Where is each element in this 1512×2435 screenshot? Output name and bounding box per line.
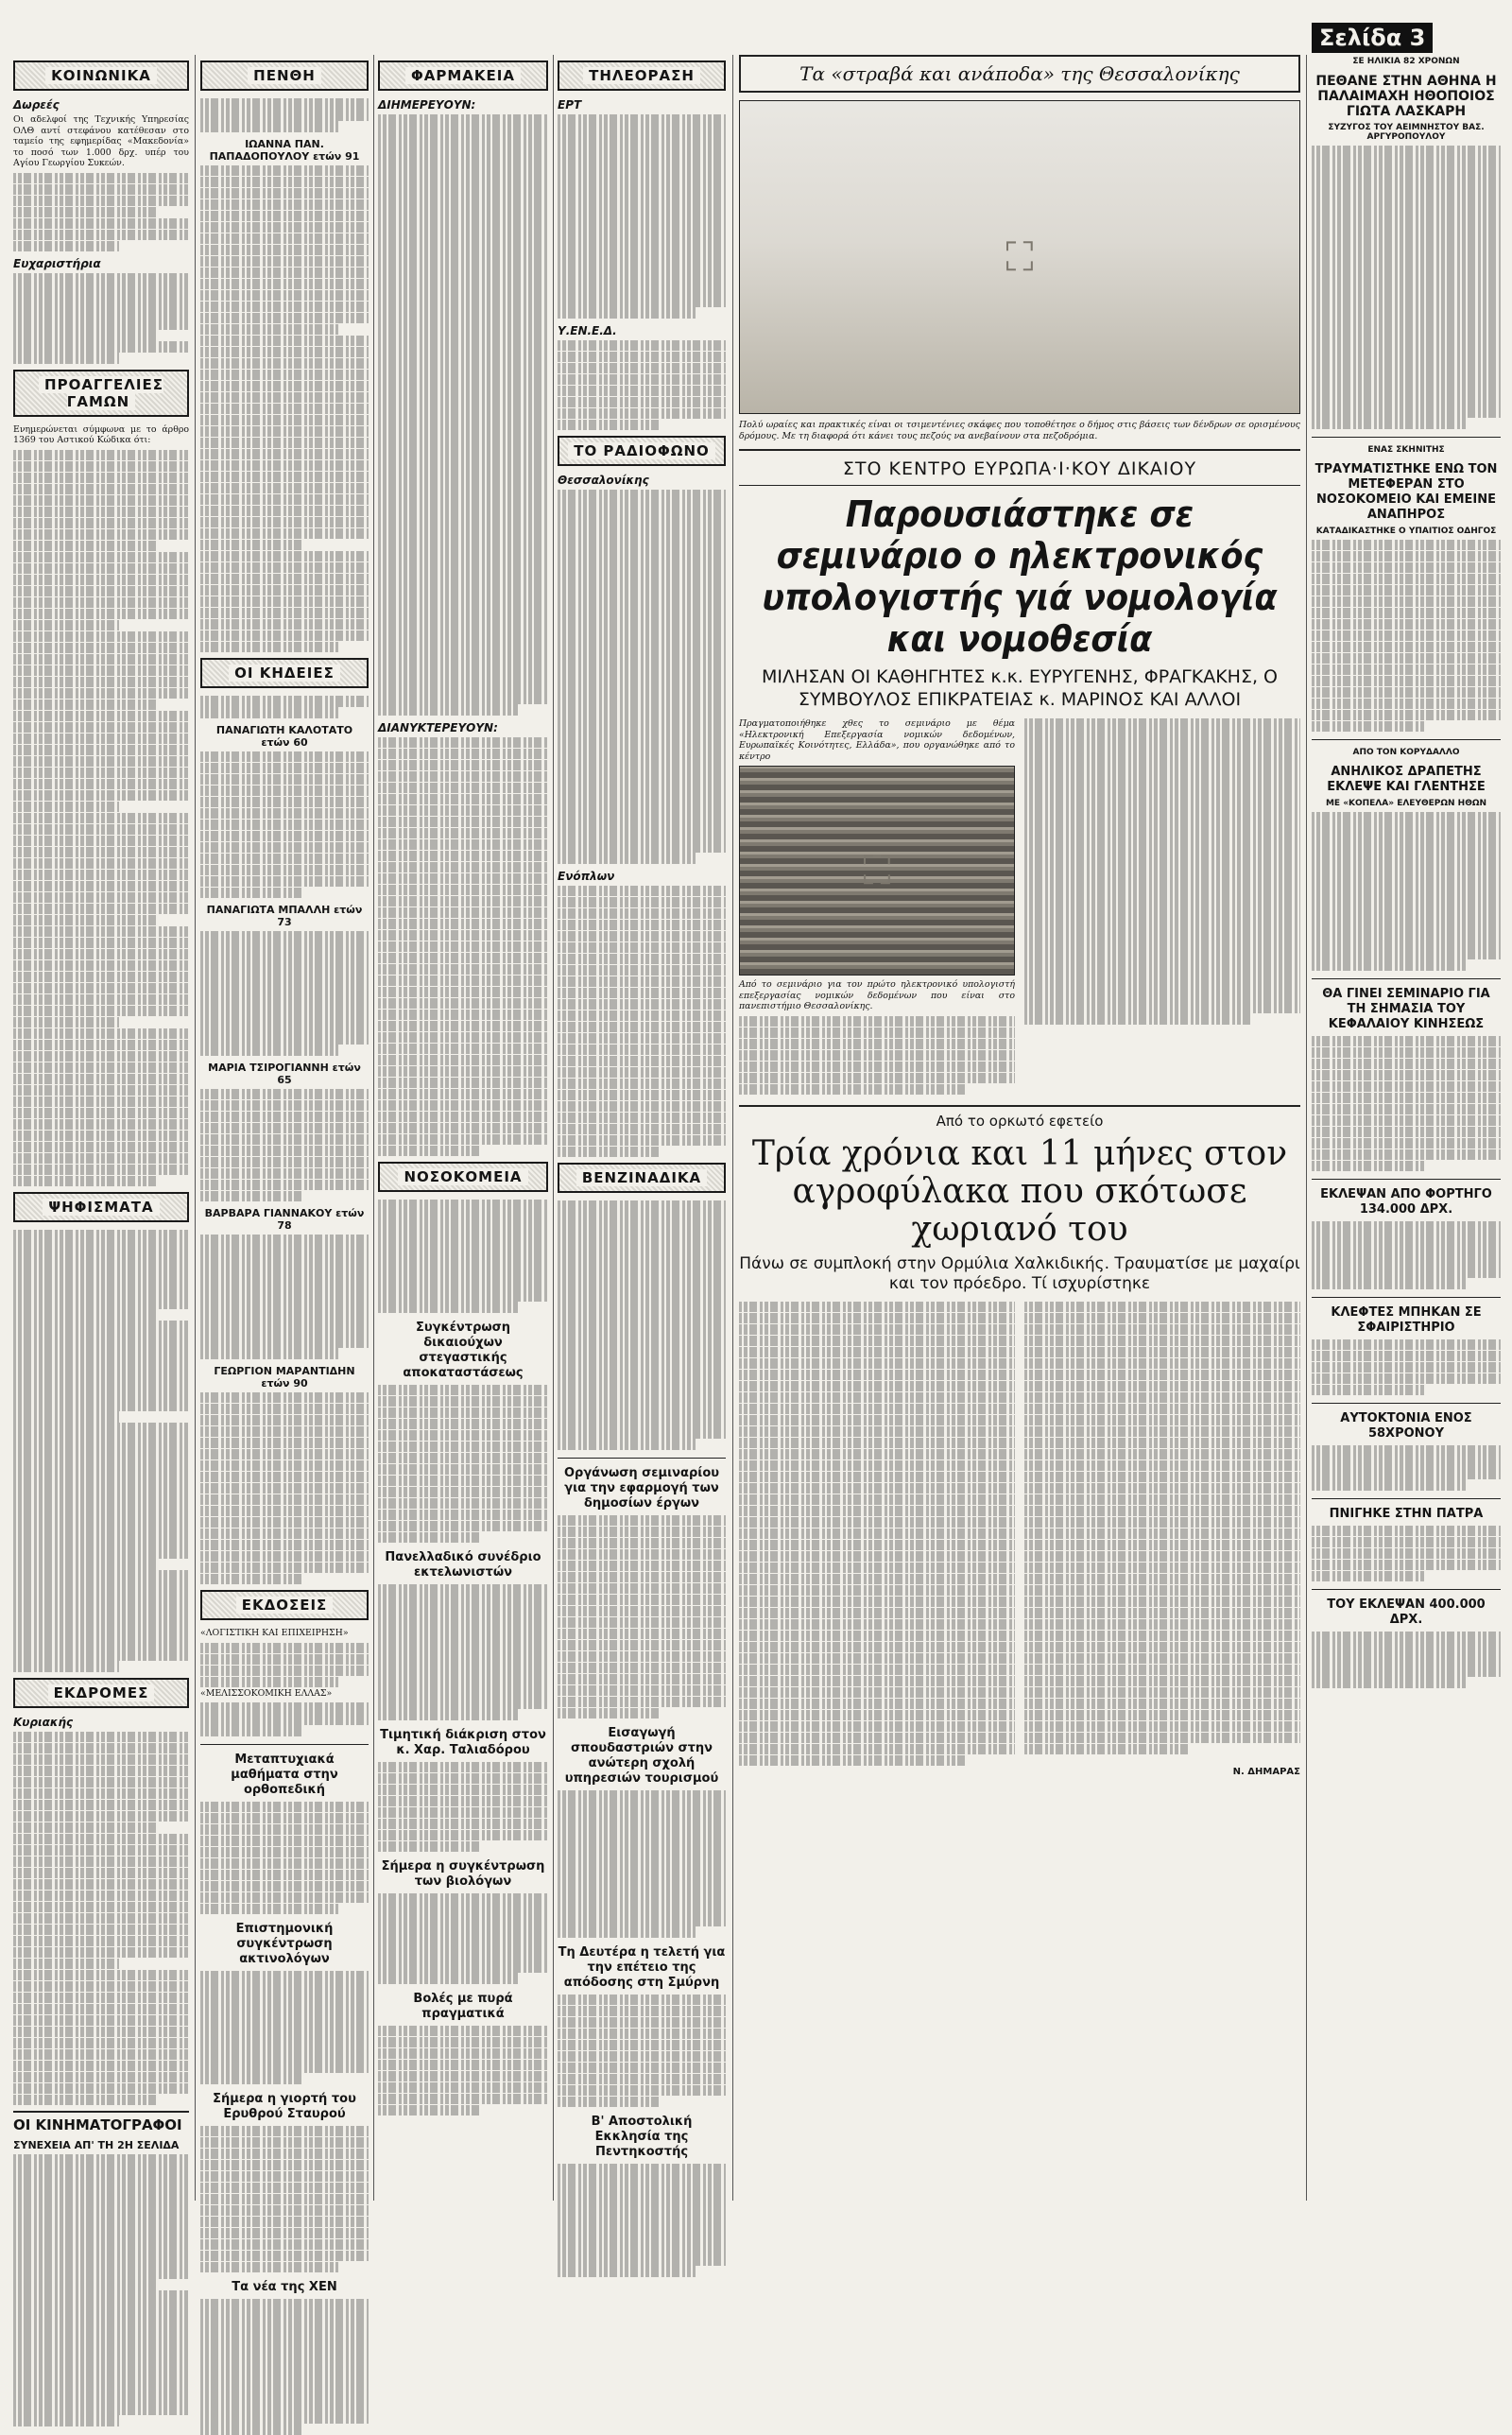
photo-icon: ⛶ <box>863 847 891 893</box>
section-header-psifismata: ΨΗΦΙΣΜΑΤΑ <box>13 1192 189 1222</box>
article-head: Σήμερα η συγκέντρωση των βιολόγων <box>381 1859 545 1889</box>
story2-headline: Τρία χρόνια και 11 μήνες στον αγροφύλακα που σκότωσε χωριανό του <box>751 1133 1288 1249</box>
brief-headline: ΑΝΗΛΙΚΟΣ ΔΡΑΠΕΤΗΣ ΕΚΛΕΨΕ ΚΑΙ ΓΛΕΝΤΗΣΕ <box>1327 765 1486 794</box>
article-head: Πανελλαδικό συνέδριο εκτελωνιστών <box>385 1550 541 1580</box>
column-broadcast <box>558 55 726 2201</box>
story-lead: Πραγματοποιήθηκε χθες το σεμινάριο με θέμα «Ηλεκτρονική Επεξεργασία νομικών δεδομένων, Ευρωπαϊκές Κοινότητες, Ελλάδα», που οργανώθηκε από το κέντρο <box>739 718 1015 762</box>
page-number: Σελίδα 3 <box>1312 23 1433 53</box>
brief-headline: ΠΝΙΓΗΚΕ ΣΤΗΝ ΠΑΤΡΑ <box>1329 1506 1484 1521</box>
story2-deck: Πάνω σε συμπλοκή στην Ορμύλια Χαλκιδικής. Τραυματίσε με μαχαίρι και τον πρόεδρο. Τί ισχυρίστηκε <box>739 1253 1300 1293</box>
article-head: Μεταπτυχιακά μαθήματα στην ορθοπεδική <box>231 1752 338 1797</box>
funeral-name: ΜΑΡΙΑ ΤΣΙΡΟΓΙΑΝΝΗ ετών 65 <box>208 1061 361 1086</box>
section-header-farmakeia: ΦΑΡΜΑΚΕΙΑ <box>378 60 548 91</box>
section-header-radiofono: ΤΟ ΡΑΔΙΟΦΩΝΟ <box>558 436 726 466</box>
column-news-briefs <box>1312 23 1501 2206</box>
article-head: Συγκέντρωση δικαιούχων στεγαστικής αποκαταστάσεως <box>403 1320 524 1380</box>
section-header-tileorasi: ΤΗΛΕΟΡΑΣΗ <box>558 60 726 91</box>
funeral-name: ΒΑΡΒΑΡΑ ΓΙΑΝΝΑΚΟΥ ετών 78 <box>204 1207 365 1232</box>
article-head: Β' Αποστολική Εκκλησία της Πεντηκοστής <box>591 2115 693 2159</box>
story2-byline: Ν. ΔΗΜΑΡΑΣ <box>1232 1766 1300 1777</box>
subhead-dianyktereyoun: ΔΙΑΝΥΚΤΕΡΕΥΟΥΝ: <box>378 720 498 734</box>
seminar-caption: Από το σεμινάριο για τον πρώτο ηλεκτρονικό υπολογιστή επεξεργασίας νομικών δεδομένων που είναι στο πανεπιστήμιο Θεσσαλονίκης. <box>739 979 1015 1011</box>
doreies-text: Οι αδελφοί της Τεχνικής Υπηρεσίας ΟΛΘ αντί στεφάνου κατέθεσαν στο ταμείο της εφημερίδας «Μακεδονία» το ποσό των 1.000 δρχ. υπέρ του Αγίου Γεωργίου Συκεών. <box>13 114 189 168</box>
subhead-efxaristiria: Ευχαριστήρια <box>13 257 101 270</box>
main-stories <box>739 55 1300 2201</box>
subhead-enoplon: Ενόπλων <box>558 869 615 883</box>
column-rule <box>732 55 733 2201</box>
column-rule <box>195 55 196 2201</box>
section-header-kinimatografoi: ΟΙ ΚΙΝΗΜΑΤΟΓΡΑΦΟΙ <box>13 2111 189 2133</box>
brief-headline: ΠΕΘΑΝΕ ΣΤΗΝ ΑΘΗΝΑ Η ΠΑΛΑΙΜΑΧΗ ΗΘΟΠΟΙΟΣ ΓΙΩΤΑ ΛΑΣΚΑΡΗ <box>1315 74 1497 119</box>
ekdoseis-item: «ΜΕΛΙΣΣΟΚΟΜΙΚΗ ΕΛΛΑΣ» <box>200 1687 333 1699</box>
section-header-ekdromes: ΕΚΔΡΟΜΕΣ <box>13 1678 189 1708</box>
article-head: Βολές με πυρά πραγματικά <box>413 1991 513 2021</box>
photo-caption: Πολύ ωραίες και πρακτικές είναι οι τσιμεντένιες σκάφες που τοποθέτησε ο δήμος στις βάσεις των δένδρων σε ορισμένους δρόμους. Με τη διαφορά ότι κάνει τους πεζούς να ανεβαίνουν στα πεζοδρόμια. <box>739 420 1300 441</box>
subhead-ert: ΕΡΤ <box>558 98 582 112</box>
subhead-yened: Υ.ΕΝ.Ε.Δ. <box>558 323 617 337</box>
column-obituaries <box>200 55 369 2294</box>
brief-headline: ΘΑ ΓΙΝΕΙ ΣΕΜΙΝΑΡΙΟ ΓΙΑ ΤΗ ΣΗΜΑΣΙΑ ΤΟΥ ΚΕΦΑΛΑΙΟΥ ΚΙΝΗΣΕΩΣ <box>1322 986 1490 1031</box>
street-photo <box>739 100 1300 414</box>
kinimatografoi-sub: ΣΥΝΕΧΕΙΑ ΑΠ' ΤΗ 2Η ΣΕΛΙΔΑ <box>13 2139 180 2151</box>
article-head: Τιμητική διάκριση στον κ. Χαρ. Ταλιαδόρου <box>380 1727 546 1757</box>
brief-subhead: ΚΑΤΑΔΙΚΑΣΤΗΚΕ Ο ΥΠΑΙΤΙΟΣ ΟΔΗΓΟΣ <box>1315 526 1497 536</box>
ekdoseis-item: «ΛΟΓΙΣΤΙΚΗ ΚΑΙ ΕΠΙΧΕΙΡΗΣΗ» <box>200 1628 349 1638</box>
brief-headline: ΑΥΤΟΚΤΟΝΙΑ ΕΝΟΣ 58ΧΡΟΝΟΥ <box>1340 1411 1472 1441</box>
brief-label: ΕΝΑΣ ΣΚΗΝΙΤΗΣ <box>1367 444 1445 455</box>
article-head: Σήμερα η γιορτή του Ερυθρού Σταυρού <box>213 2091 356 2121</box>
column-rule <box>553 55 554 2201</box>
section-header-kideies: ΟΙ ΚΗΔΕΙΕΣ <box>200 658 369 688</box>
section-header-penthi: ΠΕΝΘΗ <box>200 60 369 91</box>
brief-headline: ΤΡΑΥΜΑΤΙΣΤΗΚΕ ΕΝΩ ΤΟΝ ΜΕΤΕΦΕΡΑΝ ΣΤΟ ΝΟΣΟΚΟΜΕΙΟ ΚΑΙ ΕΜΕΙΝΕ ΑΝΑΠΗΡΟΣ <box>1314 461 1498 522</box>
brief-headline: ΕΚΛΕΨΑΝ ΑΠΟ ΦΟΡΤΗΓΟ 134.000 ΔΡΧ. <box>1320 1187 1492 1217</box>
brief-headline: ΤΟΥ ΕΚΛΕΨΑΝ 400.000 ΔΡΧ. <box>1327 1597 1486 1627</box>
section-header-koinonika: ΚΟΙΝΩΝΙΚΑ <box>13 60 189 91</box>
article-head: Εισαγωγή σπουδαστριών στην ανώτερη σχολή υπηρεσιών τουρισμού <box>564 1726 719 1786</box>
column-social <box>13 55 189 2201</box>
story-deck: ΜΙΛΗΣΑΝ ΟΙ ΚΑΘΗΓΗΤΕΣ κ.κ. ΕΥΡΥΓΕΝΗΣ, ΦΡΑΓΚΑΚΗΣ, Ο ΣΥΜΒΟΥΛΟΣ ΕΠΙΚΡΑΤΕΙΑΣ κ. ΜΑΡΙΝΟΣ ΚΑΙ ΑΛΛΟΙ <box>762 666 1278 710</box>
section-header-venzinadika: ΒΕΝΖΙΝΑΔΙΚΑ <box>558 1163 726 1193</box>
section-header-ekdoseis: ΕΚΔΟΣΕΙΣ <box>200 1590 369 1620</box>
brief-subhead: ΣΥΖΥΓΟΣ ΤΟΥ ΑΕΙΜΝΗΣΤΟΥ ΒΑΣ. ΑΡΓΥΡΟΠΟΥΛΟΥ <box>1328 123 1485 142</box>
seminar-photo <box>739 766 1015 976</box>
column-rule <box>1306 55 1307 2201</box>
subhead-dimerevoun: ΔΙΗΜΕΡΕΥΟΥΝ: <box>378 98 476 112</box>
age-note: ΣΕ ΗΛΙΚΙΑ 82 ΧΡΟΝΩΝ <box>1352 57 1460 66</box>
story-headline: Παρουσιάστηκε σε σεμινάριο ο ηλεκτρονικός υπολογιστής γιά νομολογία και νομοθεσία <box>762 493 1278 660</box>
section-header-nosokomeia: ΝΟΣΟΚΟΜΕΙΑ <box>378 1162 548 1192</box>
brief-subhead: ΜΕ «ΚΟΠΕΛΑ» ΕΛΕΥΘΕΡΩΝ ΗΘΩΝ <box>1325 799 1487 808</box>
brief-label: ΑΠΟ ΤΟΝ ΚΟΡΥΔΑΛΛΟ <box>1352 748 1460 757</box>
subhead-doreies: Δωρεές <box>13 98 60 112</box>
funeral-name: ΠΑΝΑΓΙΩΤΑ ΜΠΑΛΛΗ ετών 73 <box>206 904 363 928</box>
subhead-thessaloniki: Θεσσαλονίκης <box>558 474 649 487</box>
brief-headline: ΚΛΕΦΤΕΣ ΜΠΗΚΑΝ ΣΕ ΣΦΑΙΡΙΣΤΗΡΙΟ <box>1331 1304 1482 1335</box>
obituary-name: ΙΩΑΝΝΑ ΠΑΝ. ΠΑΠΑΔΟΠΟΥΛΟΥ ετών 91 <box>209 137 360 163</box>
article-head: Οργάνωση σεμιναρίου για την εφαρμογή των δημοσίων έργων <box>563 1465 720 1511</box>
column-pharmacies <box>378 55 548 2201</box>
article-head: Επιστημονική συγκέντρωση ακτινολόγων <box>235 1922 334 1966</box>
story2-kicker: Από το ορκωτό εφετείο <box>739 1105 1300 1130</box>
section-header-proaggelies: ΠΡΟΑΓΓΕΛΙΕΣ ΓΑΜΩΝ <box>13 370 189 417</box>
photo-icon: ⛶ <box>1005 233 1034 280</box>
story-kicker: ΣΤΟ ΚΕΝΤΡΟ ΕΥΡΩΠΑ·Ι·ΚΟΥ ΔΙΚΑΙΟΥ <box>739 449 1300 486</box>
proaggelies-intro: Ενημερώνεται σύμφωνα με το άρθρο 1369 του Αστικού Κώδικα ότι: <box>13 423 189 445</box>
article-head: Τη Δευτέρα η τελετή για την επέτειο της απόδοσης στη Σμύρνη <box>558 1944 726 1990</box>
funeral-name: ΓΕΩΡΓΙΟΝ ΜΑΡΑΝΤΙΔΗΝ ετών 90 <box>214 1364 355 1390</box>
funeral-name: ΠΑΝΑΓΙΩΤΗ ΚΑΛΟΤΑΤΟ ετών 60 <box>215 723 353 749</box>
subhead-kiriakis: Κυριακής <box>13 1715 74 1729</box>
column-rule <box>373 55 374 2201</box>
article-head: Τα νέα της ΧΕΝ <box>232 2280 337 2294</box>
photo-title: Τα «στραβά και ανάποδα» της Θεσσαλονίκης <box>739 55 1300 93</box>
